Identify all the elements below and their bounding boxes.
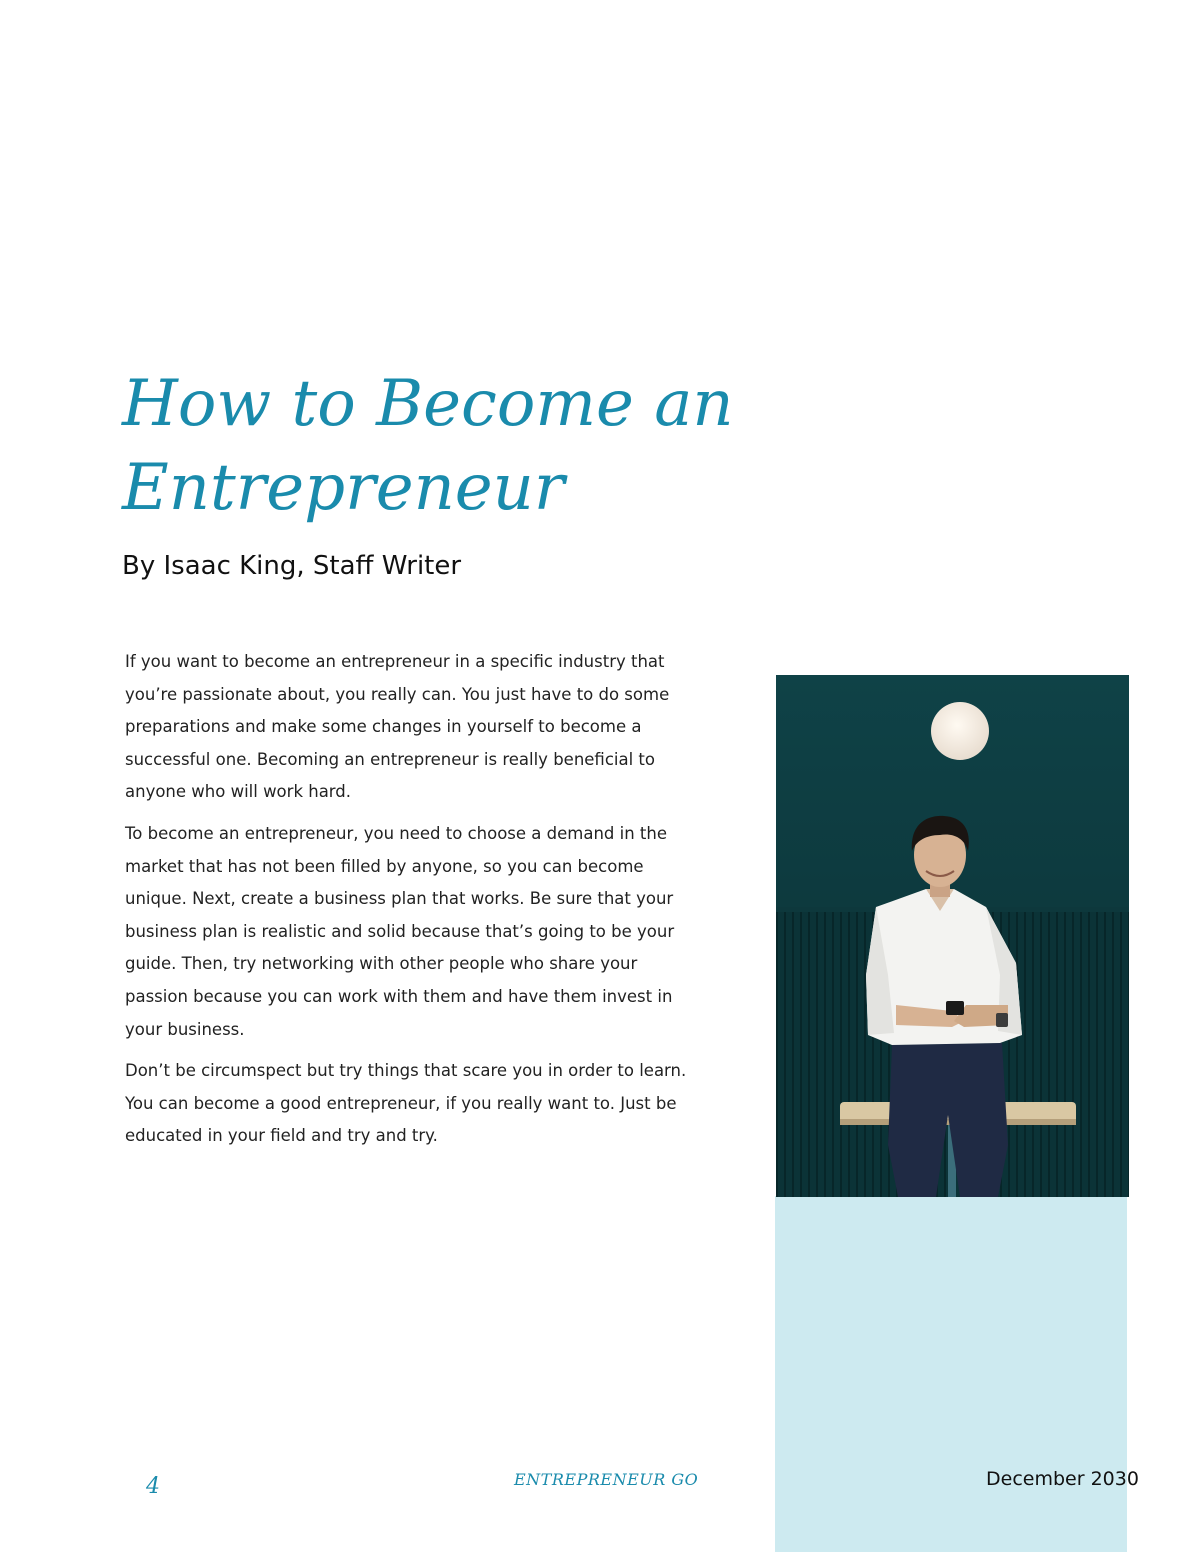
photo-illustration xyxy=(776,675,1129,1197)
article-title: How to Become an Entrepreneur xyxy=(122,367,734,525)
article-body xyxy=(125,646,693,1162)
issue-date: December 2030 xyxy=(986,1468,1139,1490)
smartphone xyxy=(946,1001,964,1015)
article-byline: By Isaac King, Staff Writer xyxy=(122,551,462,581)
article-paragraph-2: To become an entrepreneur, you need to choose a demand in the market that has not been filled by anyone, so you can become unique. Next, create a business plan that works. Be sure that your business plan is realistic and solid because that’s going to be your guide. Then, try networking with other people who share your passion because you can work with them and have them invest in your business. xyxy=(125,823,675,1039)
article-paragraph-3: Don’t be circumspect but try things that scare you in order to learn. You can become a good entrepreneur, if you really want to. Just be educated in your field and try and try. xyxy=(125,1061,687,1146)
article-photo xyxy=(776,675,1129,1197)
magazine-name: ENTREPRENEUR GO xyxy=(514,1470,699,1489)
wall-lamp xyxy=(931,702,989,760)
page-number: 4 xyxy=(146,1474,160,1499)
article-paragraph-1: If you want to become an entrepreneur in a specific industry that you’re passionate about, you really can. You just have to do some preparations and make some changes in yourself to become a successful one. Becoming an entrepreneur is really beneficial to anyone who will work hard. xyxy=(125,652,670,802)
wristwatch xyxy=(996,1013,1008,1027)
accent-color-block xyxy=(775,1196,1127,1552)
